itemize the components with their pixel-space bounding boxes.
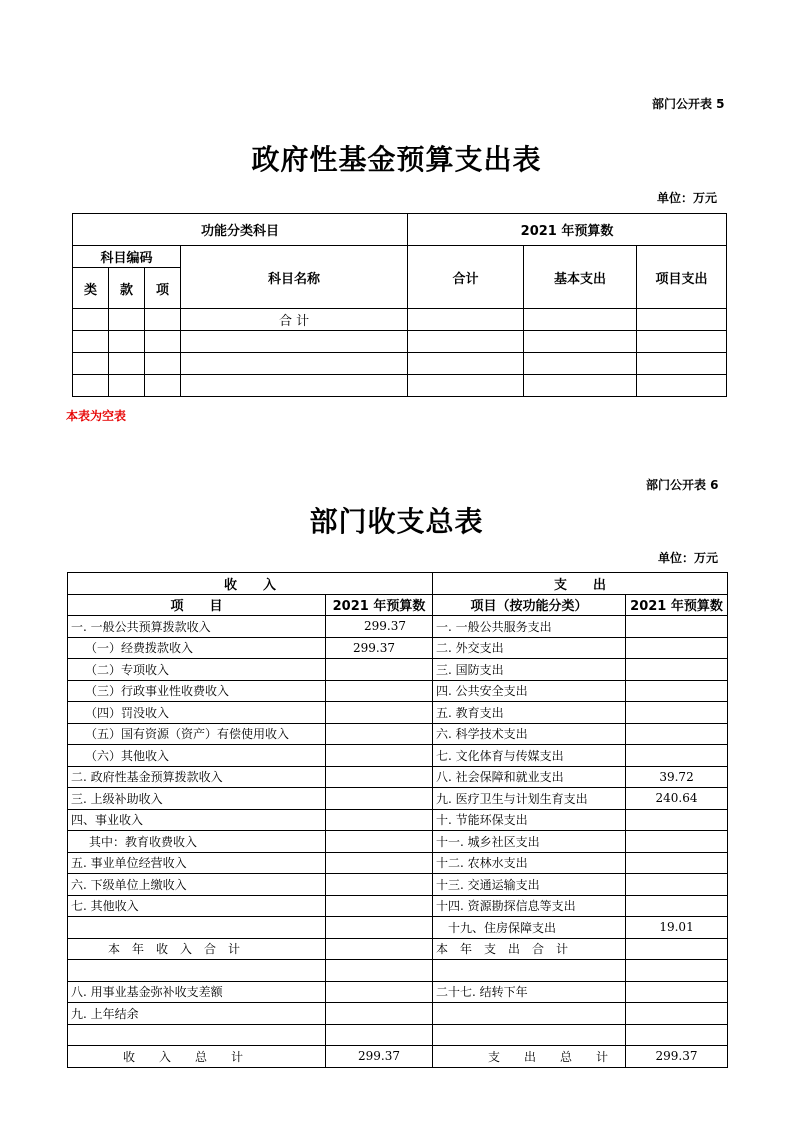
expense-item-label: 十四. 资源勘探信息等支出	[433, 895, 626, 917]
t6-tag: 部门公开表 6	[646, 478, 719, 492]
income-item-value	[326, 1024, 433, 1046]
expense-item-label: 十三. 交通运输支出	[433, 874, 626, 896]
income-item-value: 299.37	[326, 616, 433, 638]
t5-header-basic: 基本支出	[524, 246, 637, 309]
table-row	[68, 852, 728, 874]
expense-item-label: 八. 社会保障和就业支出	[433, 766, 626, 788]
t6-header-item: 项 目	[68, 594, 326, 616]
income-item-value	[326, 723, 433, 745]
expense-item-label: 二. 外交支出	[433, 637, 626, 659]
t6-unit: 单位：万元	[658, 551, 719, 565]
t5-cell	[109, 309, 145, 331]
income-item-label: （三）行政事业性收费收入	[68, 680, 326, 702]
t5-cell	[637, 309, 727, 331]
table-row	[68, 766, 728, 788]
income-item-label: （六）其他收入	[68, 745, 326, 767]
expense-item-label: 七. 文化体育与传媒支出	[433, 745, 626, 767]
income-item-label: 二. 政府性基金预算拨款收入	[68, 766, 326, 788]
income-item-label: 一. 一般公共预算拨款收入	[68, 616, 326, 638]
income-item-value	[326, 1003, 433, 1025]
table-row	[68, 745, 728, 767]
t5-header-kuan: 款	[109, 268, 145, 309]
expense-item-label: 支 出 总 计	[433, 1046, 626, 1068]
income-item-value	[326, 917, 433, 939]
expense-item-value: 39.72	[626, 766, 728, 788]
t5-total-row-label: 合 计	[181, 309, 408, 331]
income-item-value	[326, 960, 433, 982]
expense-item-label	[433, 960, 626, 982]
income-item-label: （五）国有资源（资产）有偿使用收入	[68, 723, 326, 745]
t5-header-name: 科目名称	[181, 246, 408, 309]
income-item-value	[326, 981, 433, 1003]
table-row	[68, 874, 728, 896]
income-item-label: 本 年 收 入 合 计	[68, 938, 326, 960]
expense-item-label	[433, 1024, 626, 1046]
income-item-label	[68, 1024, 326, 1046]
expense-item-label: 五. 教育支出	[433, 702, 626, 724]
expense-item-value	[626, 895, 728, 917]
t5-header-project: 项目支出	[637, 246, 727, 309]
t5-empty-row	[73, 353, 727, 375]
income-item-value	[326, 680, 433, 702]
table-row	[68, 702, 728, 724]
expense-item-value	[626, 1003, 728, 1025]
income-item-value	[326, 766, 433, 788]
t6-header-expense: 支 出	[433, 573, 728, 595]
income-item-label: 收 入 总 计	[68, 1046, 326, 1068]
income-item-value	[326, 809, 433, 831]
expense-item-value: 240.64	[626, 788, 728, 810]
expense-item-label: 九. 医疗卫生与计划生育支出	[433, 788, 626, 810]
t5-title: 政府性基金预算支出表	[251, 143, 542, 176]
expense-item-label: 一. 一般公共服务支出	[433, 616, 626, 638]
income-item-label	[68, 917, 326, 939]
expense-item-label: 四. 公共安全支出	[433, 680, 626, 702]
t6-header-income-budget: 2021 年预算数	[326, 594, 433, 616]
expense-item-label	[433, 1003, 626, 1025]
t6-title: 部门收支总表	[309, 505, 484, 538]
income-item-label: 三. 上级补助收入	[68, 788, 326, 810]
t6-header-income: 收 入	[68, 573, 433, 595]
table-row	[68, 616, 728, 638]
expense-item-value	[626, 938, 728, 960]
expense-item-value	[626, 852, 728, 874]
expense-item-value: 299.37	[626, 1046, 728, 1068]
expense-item-value	[626, 723, 728, 745]
table-row	[68, 659, 728, 681]
t5-note: 本表为空表	[66, 409, 127, 423]
income-item-value	[326, 895, 433, 917]
expense-item-value	[626, 680, 728, 702]
table-row	[68, 917, 728, 939]
t5-cell	[524, 309, 637, 331]
table-row	[68, 680, 728, 702]
table-row	[68, 938, 728, 960]
income-item-label: 九. 上年结余	[68, 1003, 326, 1025]
expense-item-value: 19.01	[626, 917, 728, 939]
income-item-label: （二）专项收入	[68, 659, 326, 681]
expense-item-label: 十九、住房保障支出	[433, 917, 626, 939]
income-item-value	[326, 852, 433, 874]
income-item-value	[326, 938, 433, 960]
expense-item-value	[626, 616, 728, 638]
expense-item-value	[626, 960, 728, 982]
expense-item-label: 十二. 农林水支出	[433, 852, 626, 874]
expense-item-value	[626, 831, 728, 853]
expense-item-value	[626, 1024, 728, 1046]
income-item-value	[326, 788, 433, 810]
table-row	[68, 637, 728, 659]
expense-item-value	[626, 702, 728, 724]
expense-item-label: 十. 节能环保支出	[433, 809, 626, 831]
expense-item-label: 二十七. 结转下年	[433, 981, 626, 1003]
t5-header-budget: 2021 年预算数	[408, 214, 727, 246]
expense-item-value	[626, 659, 728, 681]
t6-header-expense-item: 项目（按功能分类）	[433, 594, 626, 616]
income-item-value: 299.37	[326, 637, 433, 659]
t5-unit: 单位：万元	[657, 191, 718, 205]
table-row	[68, 1003, 728, 1025]
expense-item-label: 六. 科学技术支出	[433, 723, 626, 745]
t5-header-category: 功能分类科目	[73, 214, 408, 246]
income-item-value: 299.37	[326, 1046, 433, 1068]
table-row	[68, 723, 728, 745]
income-item-label	[68, 960, 326, 982]
table-row	[68, 809, 728, 831]
income-item-label: （四）罚没收入	[68, 702, 326, 724]
t6-table	[67, 572, 728, 1068]
table-row	[68, 895, 728, 917]
t6-header-expense-budget: 2021 年预算数	[626, 594, 728, 616]
income-item-value	[326, 659, 433, 681]
t5-header-xiang: 项	[145, 268, 181, 309]
income-item-value	[326, 874, 433, 896]
income-item-label: 八. 用事业基金弥补收支差额	[68, 981, 326, 1003]
t5-cell	[408, 309, 524, 331]
expense-item-label: 十一. 城乡社区支出	[433, 831, 626, 853]
t5-header-lei: 类	[73, 268, 109, 309]
table-row	[68, 831, 728, 853]
income-item-value	[326, 831, 433, 853]
t5-empty-row	[73, 375, 727, 397]
income-item-value	[326, 745, 433, 767]
t5-table	[72, 213, 727, 397]
expense-item-value	[626, 981, 728, 1003]
income-item-label: 其中：教育收费收入	[68, 831, 326, 853]
table-row	[68, 981, 728, 1003]
t5-header-total: 合计	[408, 246, 524, 309]
t5-empty-row	[73, 331, 727, 353]
income-item-value	[326, 702, 433, 724]
expense-item-value	[626, 637, 728, 659]
t5-cell	[145, 309, 181, 331]
income-item-label: （一）经费拨款收入	[68, 637, 326, 659]
income-item-label: 六. 下级单位上缴收入	[68, 874, 326, 896]
table-row	[68, 960, 728, 982]
expense-item-label: 三. 国防支出	[433, 659, 626, 681]
income-item-label: 四、事业收入	[68, 809, 326, 831]
income-item-label: 七. 其他收入	[68, 895, 326, 917]
t5-header-code: 科目编码	[73, 246, 181, 268]
t5-cell	[73, 309, 109, 331]
table-row	[68, 1024, 728, 1046]
expense-item-value	[626, 874, 728, 896]
table-row	[68, 788, 728, 810]
t5-tag: 部门公开表 5	[652, 97, 725, 111]
expense-item-label: 本 年 支 出 合 计	[433, 938, 626, 960]
income-item-label: 五. 事业单位经营收入	[68, 852, 326, 874]
expense-item-value	[626, 745, 728, 767]
table-row	[68, 1046, 728, 1068]
expense-item-value	[626, 809, 728, 831]
